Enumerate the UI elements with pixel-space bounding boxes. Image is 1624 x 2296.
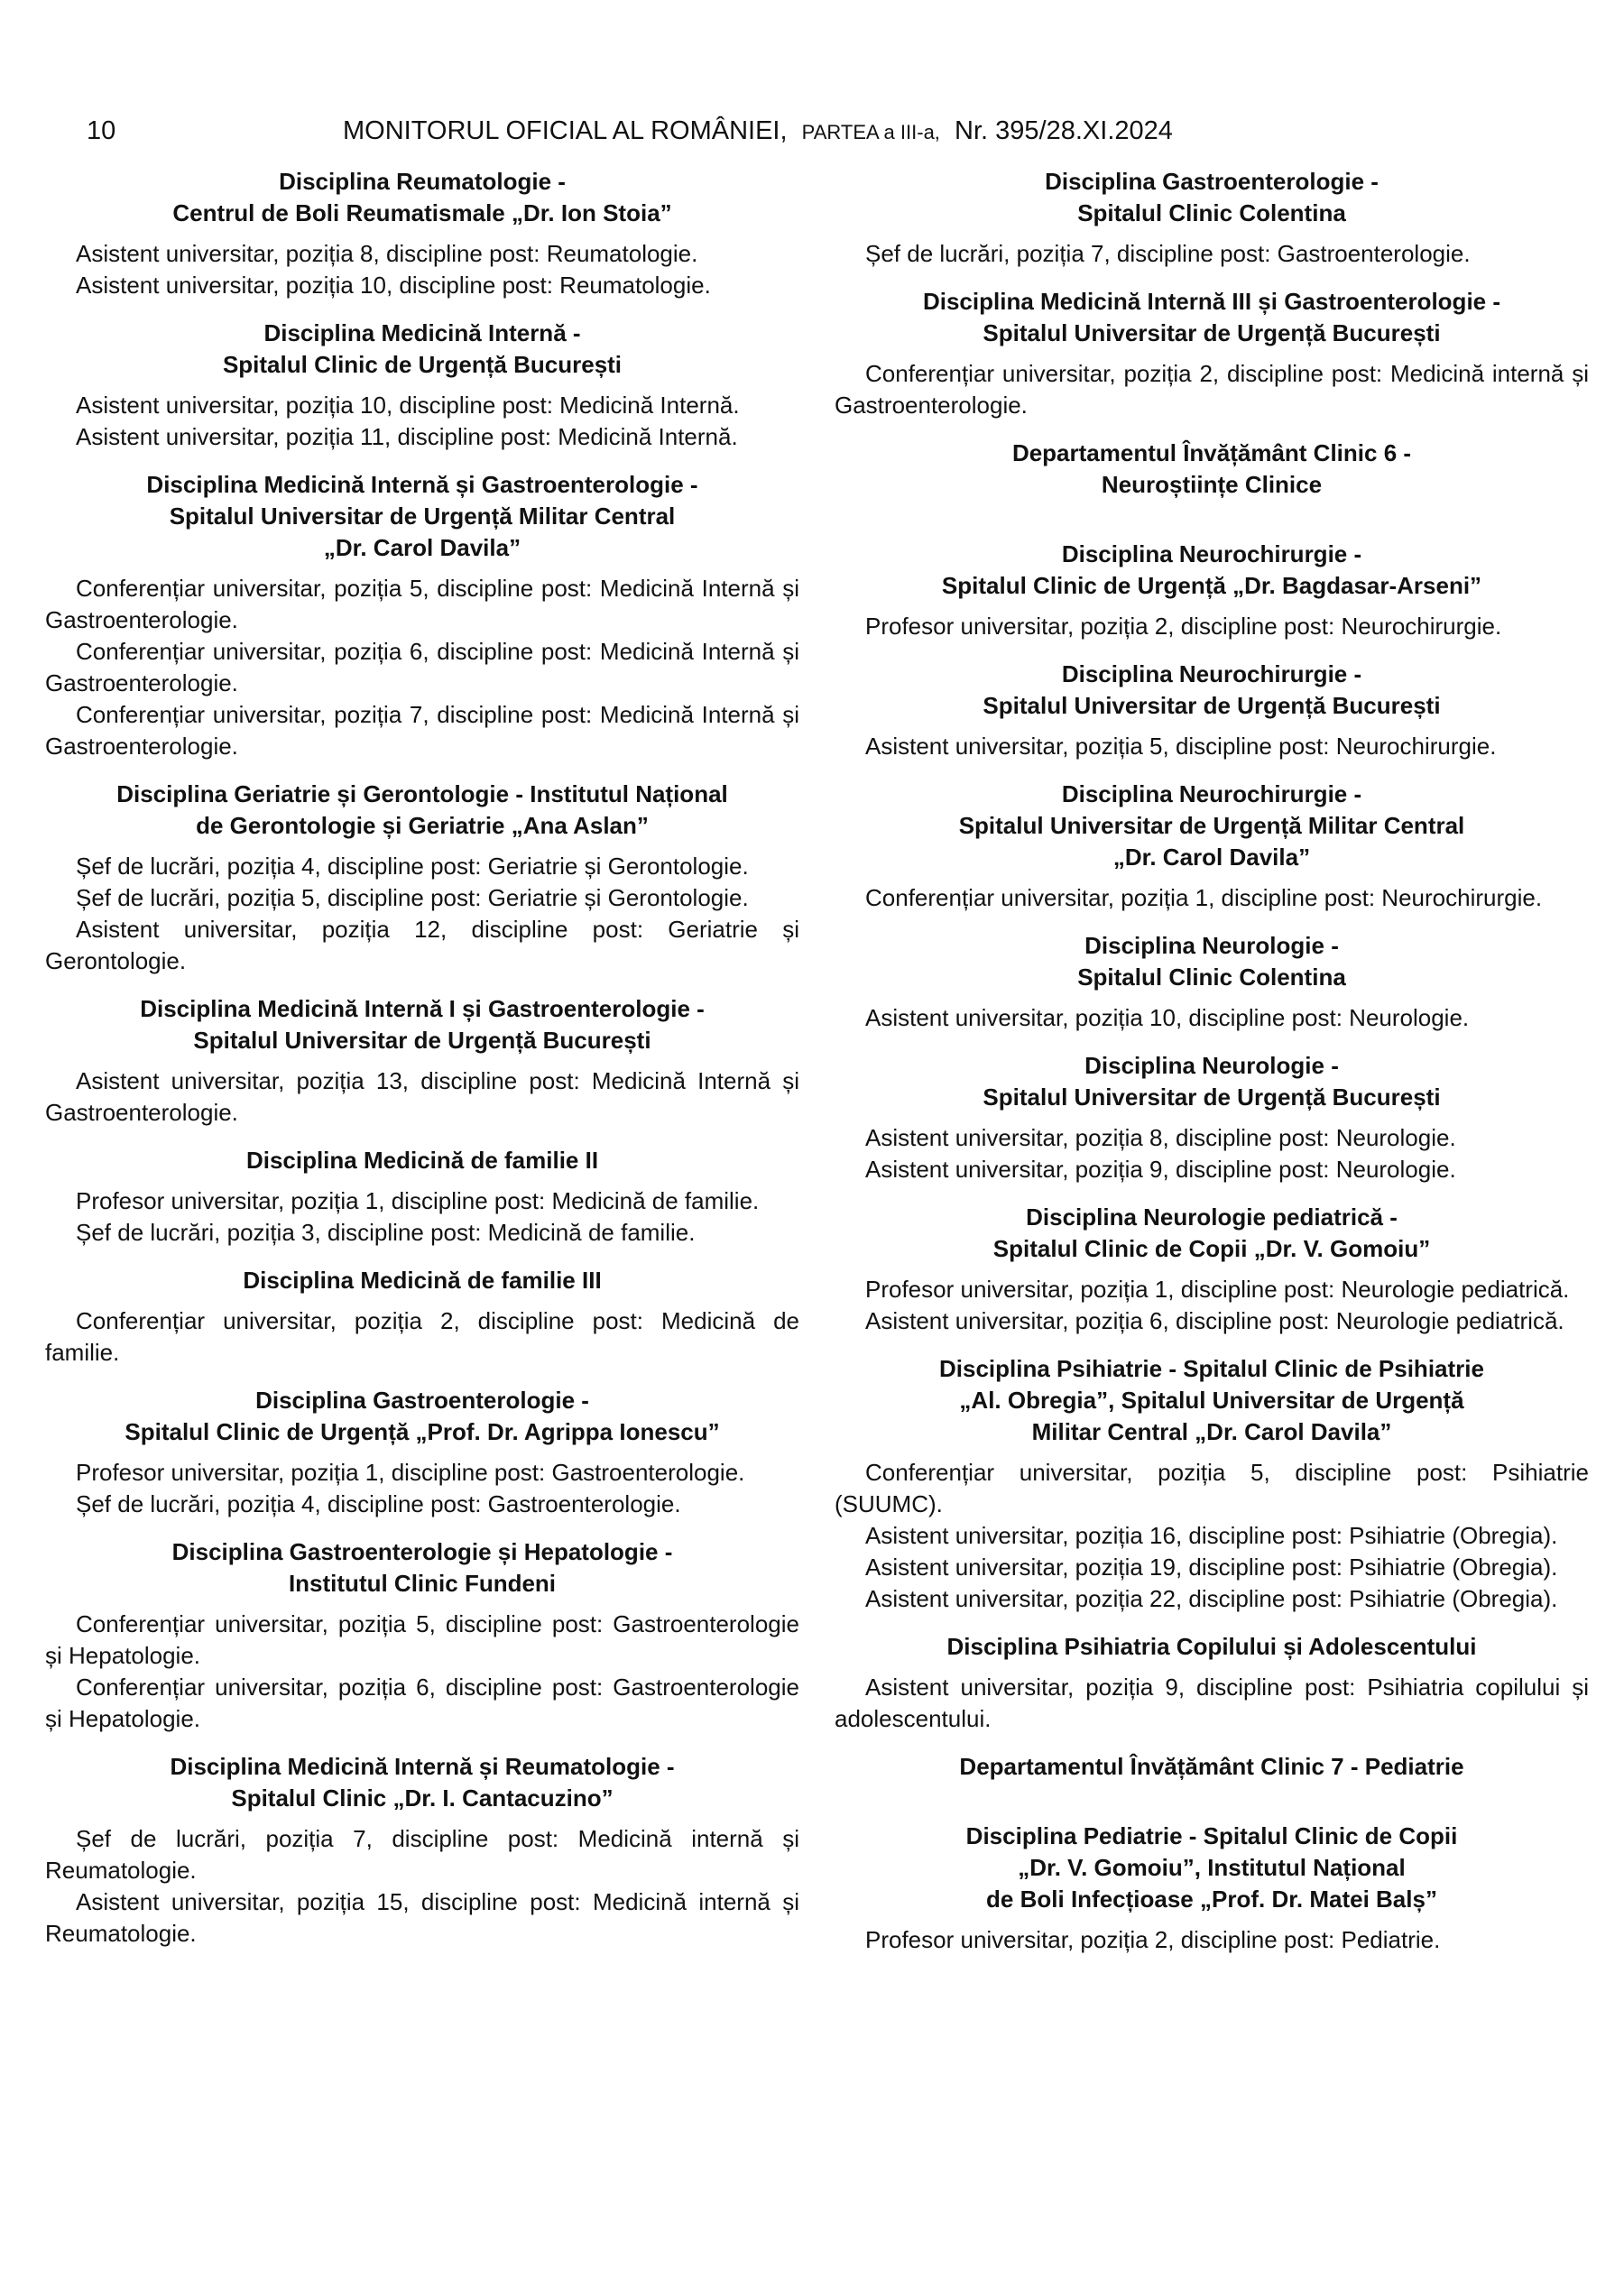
position-entry: Asistent universitar, poziția 11, discipline post: Medicină Internă. — [76, 423, 738, 450]
position-entry: Profesor universitar, poziția 2, discipline post: Pediatrie. — [865, 1926, 1441, 1953]
position-entry: Asistent universitar, poziția 12, discipline post: Geriatrie și Gerontologie. — [45, 916, 799, 974]
section-heading: Disciplina Gastroenterologie și Hepatologie - Institutul Clinic Fundeni — [171, 1538, 673, 1597]
page-number: 10 — [87, 116, 116, 145]
section-gap — [835, 510, 1589, 522]
journal-title — [343, 113, 1173, 151]
position-entry: Asistent universitar, poziția 22, discipline post: Psihiatrie (Obregia). — [865, 1585, 1558, 1612]
position-entry: Conferențiar universitar, poziția 6, discipline post: Gastroenterologie și Hepatologie. — [45, 1674, 799, 1732]
position-entry: Șef de lucrări, poziția 4, discipline post: Gastroenterologie. — [76, 1490, 681, 1517]
position-entry: Profesor universitar, poziția 1, discipline post: Neurologie pediatrică. — [865, 1276, 1570, 1303]
section-heading: Disciplina Neurologie pediatrică - Spitalul Clinic de Copii „Dr. V. Gomoiu” — [992, 1203, 1431, 1262]
position-entry: Asistent universitar, poziția 15, discipline post: Medicină internă și Reumatologie. — [45, 1888, 799, 1947]
position-entry: Profesor universitar, poziția 2, discipline post: Neurochirurgie. — [865, 613, 1502, 640]
position-entry: Șef de lucrări, poziția 7, discipline post: Gastroenterologie. — [865, 240, 1471, 267]
position-entry: Conferențiar universitar, poziția 7, discipline post: Medicină Internă și Gastroenterologie. — [45, 701, 799, 760]
journal-main: MONITORUL OFICIAL AL ROMÂNIEI, — [343, 116, 788, 145]
position-entry: Conferențiar universitar, poziția 5, discipline post: Medicină Internă și Gastroenterologie. — [45, 575, 799, 633]
journal-part: PARTEA a III-a, — [801, 121, 940, 143]
page-header — [0, 113, 1624, 149]
position-entry: Asistent universitar, poziția 10, discipline post: Reumatologie. — [76, 272, 711, 299]
position-entry: Asistent universitar, poziția 9, discipline post: Psihiatria copilului și adolescentului. — [835, 1674, 1589, 1732]
position-entry: Profesor universitar, poziția 1, discipline post: Gastroenterologie. — [76, 1459, 745, 1486]
section-heading: Disciplina Medicină Internă și Reumatologie - Spitalul Clinic „Dr. I. Cantacuzino” — [170, 1753, 675, 1812]
position-entry: Conferențiar universitar, poziția 2, discipline post: Medicină de familie. — [45, 1307, 799, 1366]
section-heading: Disciplina Neurochirurgie - Spitalul Universitar de Urgență București — [983, 660, 1441, 719]
position-entry: Șef de lucrări, poziția 4, discipline post: Geriatrie și Gerontologie. — [76, 853, 749, 880]
section-heading: Disciplina Neurochirurgie - Spitalul Clinic de Urgență „Dr. Bagdasar-Arseni” — [941, 540, 1482, 599]
section-heading: Disciplina Psihiatrie - Spitalul Clinic de Psihiatrie „Al. Obregia”, Spitalul Universitar de Urgență Militar Central „Dr. Carol Davila” — [939, 1355, 1484, 1445]
section-heading: Disciplina Reumatologie - Centrul de Boli Reumatismale „Dr. Ion Stoia” — [172, 168, 672, 226]
position-entry: Asistent universitar, poziția 10, discipline post: Medicină Internă. — [76, 392, 740, 419]
section-heading: Disciplina Medicină Internă - Spitalul Clinic de Urgență București — [222, 319, 623, 378]
position-entry: Asistent universitar, poziția 5, discipline post: Neurochirurgie. — [865, 733, 1497, 760]
position-entry: Șef de lucrări, poziția 7, discipline post: Medicină internă și Reumatologie. — [45, 1825, 799, 1884]
position-entry: Asistent universitar, poziția 9, discipline post: Neurologie. — [865, 1156, 1456, 1183]
section-heading: Disciplina Geriatrie și Gerontologie - Institutul Național de Gerontologie și Geriatrie „Ana Aslan” — [116, 780, 728, 839]
position-entry: Asistent universitar, poziția 6, discipline post: Neurologie pediatrică. — [865, 1307, 1564, 1334]
position-entry: Conferențiar universitar, poziția 5, discipline post: Gastroenterologie și Hepatologie. — [45, 1610, 799, 1669]
section-heading: Disciplina Pediatrie - Spitalul Clinic de Copii „Dr. V. Gomoiu”, Institutul Național de Boli Infecțioase „Prof. Dr. Matei Balș” — [965, 1822, 1458, 1913]
section-heading: Disciplina Medicină Internă și Gastroenterologie - Spitalul Universitar de Urgență Militar Central „Dr. Carol Davila” — [146, 471, 698, 561]
section-heading: Disciplina Neurochirurgie - Spitalul Universitar de Urgență Militar Central „Dr. Carol Davila” — [958, 780, 1465, 871]
position-entry: Profesor universitar, poziția 1, discipline post: Medicină de familie. — [76, 1187, 760, 1214]
position-entry: Asistent universitar, poziția 16, discipline post: Psihiatrie (Obregia). — [865, 1522, 1558, 1549]
section-heading: Disciplina Medicină Internă III și Gastroenterologie - Spitalul Universitar de Urgență București — [922, 288, 1501, 346]
section-heading: Disciplina Medicină de familie III — [243, 1267, 602, 1294]
position-entry: Asistent universitar, poziția 19, discipline post: Psihiatrie (Obregia). — [865, 1554, 1558, 1581]
section-heading: Departamentul Învățământ Clinic 6 - Neuroștiințe Clinice — [1011, 439, 1412, 498]
position-entry: Asistent universitar, poziția 8, discipline post: Reumatologie. — [76, 240, 698, 267]
section-heading: Disciplina Medicină Internă I și Gastroenterologie - Spitalul Universitar de Urgență București — [140, 995, 705, 1054]
position-entry: Asistent universitar, poziția 8, discipline post: Neurologie. — [865, 1124, 1456, 1151]
position-entry: Asistent universitar, poziția 10, discipline post: Neurologie. — [865, 1004, 1470, 1031]
section-heading: Disciplina Psihiatria Copilului și Adolescentului — [946, 1633, 1477, 1660]
position-entry: Șef de lucrări, poziția 5, discipline post: Geriatrie și Gerontologie. — [76, 884, 749, 911]
left-column — [45, 166, 799, 1950]
position-entry: Conferențiar universitar, poziția 5, discipline post: Psihiatrie (SUUMC). — [835, 1459, 1589, 1517]
position-entry: Conferențiar universitar, poziția 1, discipline post: Neurochirurgie. — [865, 884, 1543, 911]
section-heading: Disciplina Neurologie - Spitalul Clinic Colentina — [1077, 932, 1346, 991]
section-heading: Disciplina Neurologie - Spitalul Universitar de Urgență București — [983, 1052, 1441, 1111]
position-entry: Șef de lucrări, poziția 3, discipline post: Medicină de familie. — [76, 1219, 696, 1246]
position-entry: Conferențiar universitar, poziția 6, discipline post: Medicină Internă și Gastroenterologie. — [45, 638, 799, 696]
right-column — [835, 166, 1589, 1956]
position-entry: Asistent universitar, poziția 13, discipline post: Medicină Internă și Gastroenterologie. — [45, 1067, 799, 1126]
section-heading: Disciplina Medicină de familie II — [245, 1147, 599, 1174]
journal-issue: Nr. 395/28.XI.2024 — [955, 116, 1173, 145]
position-entry: Conferențiar universitar, poziția 2, discipline post: Medicină internă și Gastroenterologie. — [835, 360, 1589, 419]
section-gap — [835, 1792, 1589, 1804]
section-heading: Disciplina Gastroenterologie - Spitalul Clinic Colentina — [1045, 168, 1379, 226]
section-heading: Disciplina Gastroenterologie - Spitalul Clinic de Urgență „Prof. Dr. Agrippa Ionescu” — [125, 1387, 720, 1445]
section-heading: Departamentul Învățământ Clinic 7 - Pediatrie — [959, 1753, 1464, 1780]
